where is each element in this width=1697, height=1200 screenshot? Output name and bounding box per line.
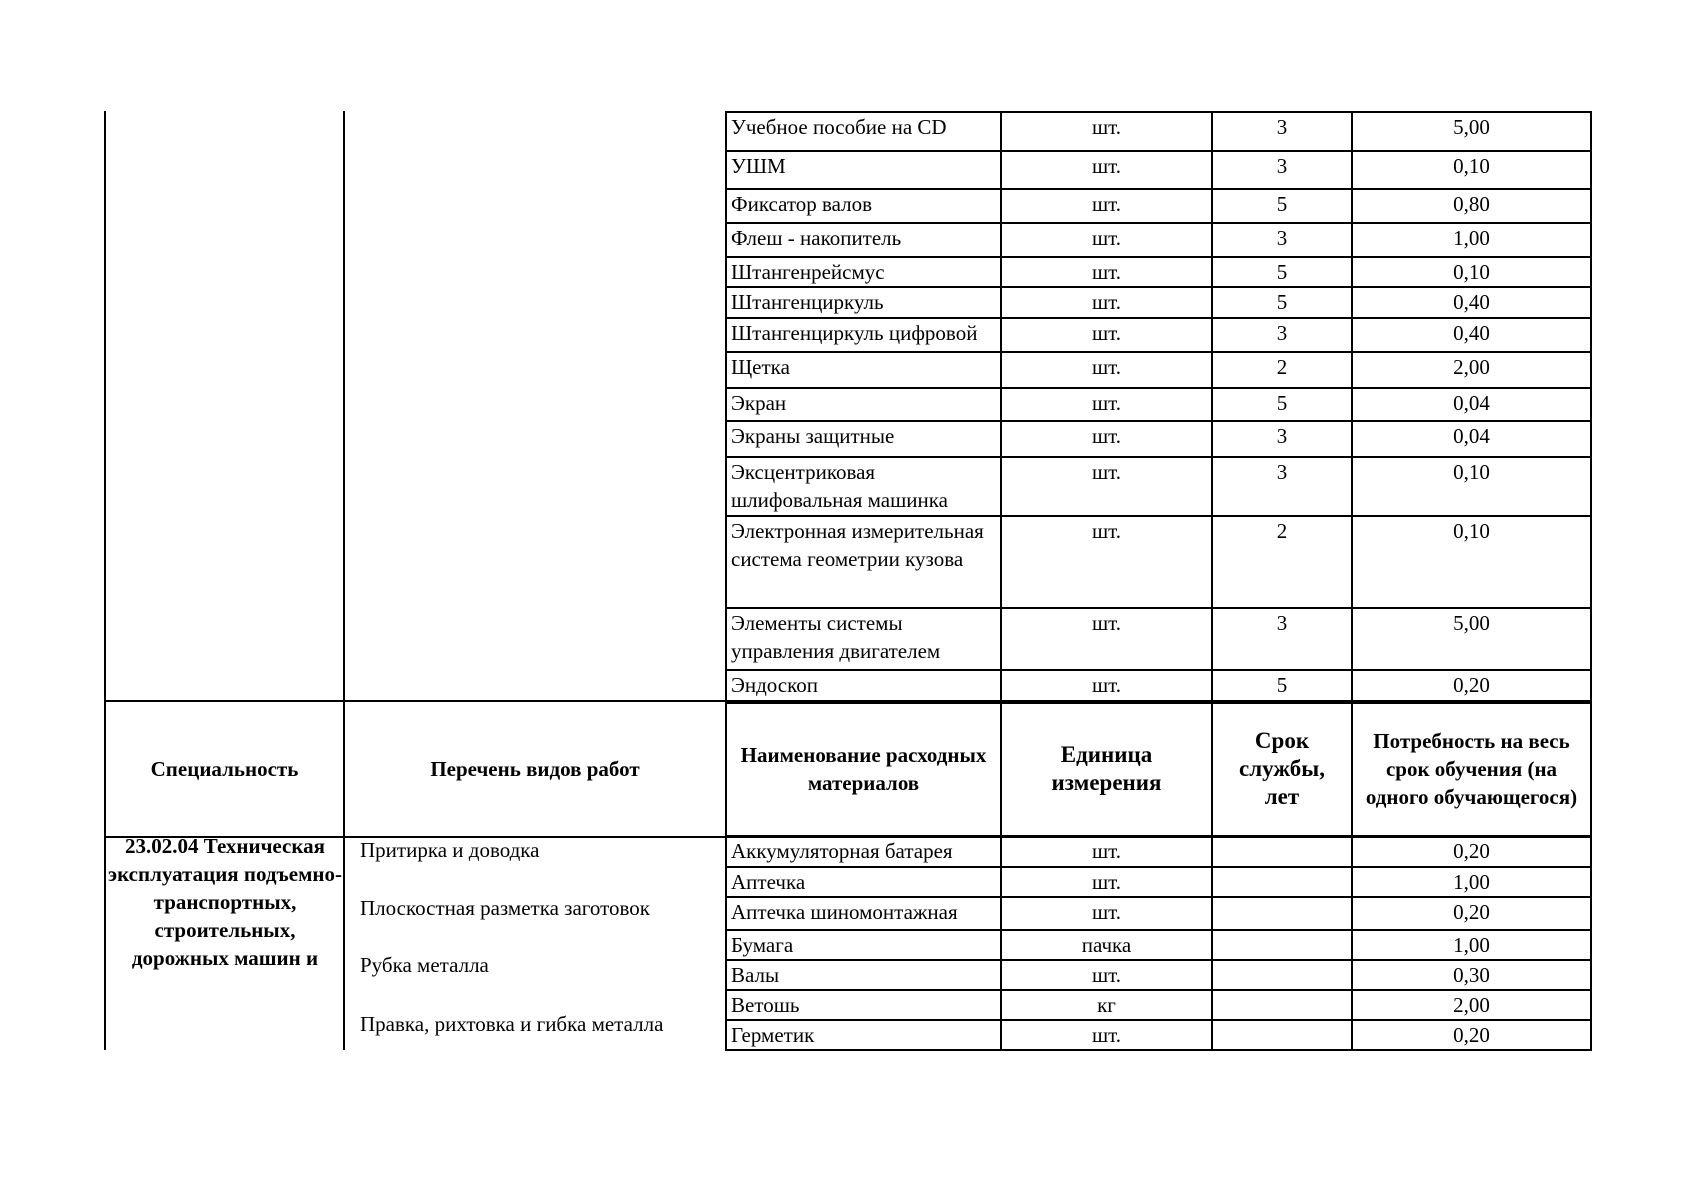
- material-service-life: [1212, 867, 1352, 897]
- material-name: Экран: [726, 388, 1001, 421]
- material-need: 0,40: [1352, 287, 1591, 318]
- material-service-life: [1212, 990, 1352, 1020]
- table-row: [726, 189, 1591, 223]
- material-service-life: 3: [1212, 151, 1352, 189]
- material-need: 0,30: [1352, 960, 1591, 990]
- material-service-life: 3: [1212, 608, 1352, 670]
- material-need: 0,40: [1352, 318, 1591, 352]
- material-unit: кг: [1001, 990, 1212, 1020]
- top-materials-table: [725, 111, 1592, 704]
- table-row: [726, 930, 1591, 960]
- table-row: [726, 608, 1591, 670]
- material-unit: шт.: [1001, 1020, 1212, 1050]
- material-service-life: [1212, 930, 1352, 960]
- table-row: [726, 257, 1591, 287]
- material-service-life: 3: [1212, 223, 1352, 257]
- header-specialty: Специальность: [105, 701, 344, 837]
- material-need: 0,20: [1352, 836, 1591, 867]
- material-need: 0,10: [1352, 457, 1591, 516]
- material-need: 1,00: [1352, 867, 1591, 897]
- work-item: Притирка и доводка: [360, 838, 540, 862]
- material-unit: шт.: [1001, 112, 1212, 151]
- table-row: [726, 388, 1591, 421]
- material-name: Штангенрейсмус: [726, 257, 1001, 287]
- bottom-materials-table: [725, 835, 1592, 1051]
- material-service-life: 3: [1212, 421, 1352, 457]
- material-unit: шт.: [1001, 867, 1212, 897]
- work-item: Плоскостная разметка заготовок: [360, 896, 650, 920]
- material-need: 0,04: [1352, 421, 1591, 457]
- material-unit: шт.: [1001, 670, 1212, 703]
- table-header: [104, 700, 1592, 838]
- table-row: [726, 1020, 1591, 1050]
- work-item: Рубка металла: [360, 953, 489, 977]
- material-unit: шт.: [1001, 257, 1212, 287]
- material-need: 1,00: [1352, 930, 1591, 960]
- specialty-text: 23.02.04 Техническая эксплуатация подъемно-транспортных, строительных, дорожных машин и: [108, 834, 342, 970]
- material-unit: шт.: [1001, 836, 1212, 867]
- material-need: 0,20: [1352, 897, 1591, 930]
- material-name: Валы: [726, 960, 1001, 990]
- table-row: [726, 516, 1591, 608]
- material-service-life: [1212, 836, 1352, 867]
- material-name: Аптечка: [726, 867, 1001, 897]
- header-material-name: Наименование расходных материалов: [726, 701, 1001, 837]
- material-unit: шт.: [1001, 608, 1212, 670]
- material-service-life: 3: [1212, 112, 1352, 151]
- material-need: 0,10: [1352, 516, 1591, 608]
- material-unit: пачка: [1001, 930, 1212, 960]
- material-need: 0,20: [1352, 1020, 1591, 1050]
- material-name: Штангенциркуль цифровой: [726, 318, 1001, 352]
- material-unit: шт.: [1001, 223, 1212, 257]
- table-row: [726, 960, 1591, 990]
- material-service-life: 5: [1212, 388, 1352, 421]
- material-unit: шт.: [1001, 960, 1212, 990]
- material-service-life: 5: [1212, 189, 1352, 223]
- header-unit: Единица измерения: [1001, 701, 1212, 837]
- table-row: [726, 151, 1591, 189]
- material-unit: шт.: [1001, 318, 1212, 352]
- column-divider-line: [343, 111, 345, 701]
- table-row: [726, 287, 1591, 318]
- material-service-life: 2: [1212, 516, 1352, 608]
- material-name: Экраны защитные: [726, 421, 1001, 457]
- material-unit: шт.: [1001, 151, 1212, 189]
- table-row: [726, 318, 1591, 352]
- material-service-life: 5: [1212, 287, 1352, 318]
- material-name: Щетка: [726, 352, 1001, 388]
- material-need: 5,00: [1352, 608, 1591, 670]
- header-service-life: Срок службы, лет: [1212, 701, 1352, 837]
- header-need: Потребность на весь срок обучения (на одного обучающегося): [1352, 701, 1591, 837]
- material-name: Аптечка шиномонтажная: [726, 897, 1001, 930]
- table-row: [726, 457, 1591, 516]
- material-service-life: 2: [1212, 352, 1352, 388]
- material-name: Фиксатор валов: [726, 189, 1001, 223]
- material-unit: шт.: [1001, 189, 1212, 223]
- material-name: УШМ: [726, 151, 1001, 189]
- work-item: Правка, рихтовка и гибка металла: [360, 1012, 664, 1036]
- material-unit: шт.: [1001, 287, 1212, 318]
- material-service-life: [1212, 960, 1352, 990]
- material-need: 2,00: [1352, 990, 1591, 1020]
- material-need: 0,04: [1352, 388, 1591, 421]
- table-row: [726, 421, 1591, 457]
- table-row: [726, 990, 1591, 1020]
- table-row: [726, 836, 1591, 867]
- material-name: Штангенциркуль: [726, 287, 1001, 318]
- material-name: Аккумуляторная батарея: [726, 836, 1001, 867]
- table-row: [726, 867, 1591, 897]
- material-service-life: 3: [1212, 457, 1352, 516]
- material-name: Ветошь: [726, 990, 1001, 1020]
- left-border-line: [104, 836, 106, 1050]
- table-row: [726, 223, 1591, 257]
- material-service-life: [1212, 1020, 1352, 1050]
- material-need: 0,80: [1352, 189, 1591, 223]
- material-name: Учебное пособие на CD: [726, 112, 1001, 151]
- table-row: [726, 897, 1591, 930]
- material-service-life: 3: [1212, 318, 1352, 352]
- material-name: Электронная измерительная система геометрии кузова: [726, 516, 1001, 608]
- material-need: 1,00: [1352, 223, 1591, 257]
- material-need: 0,20: [1352, 670, 1591, 703]
- table-row: [726, 112, 1591, 151]
- material-service-life: 5: [1212, 670, 1352, 703]
- header-works: Перечень видов работ: [344, 701, 726, 837]
- material-service-life: [1212, 897, 1352, 930]
- material-name: Эксцентриковая шлифовальная машинка: [726, 457, 1001, 516]
- material-name: Элементы системы управления двигателем: [726, 608, 1001, 670]
- material-unit: шт.: [1001, 352, 1212, 388]
- left-border-line: [104, 111, 106, 701]
- material-unit: шт.: [1001, 516, 1212, 608]
- table-row: [726, 670, 1591, 703]
- material-service-life: 5: [1212, 257, 1352, 287]
- table-row: [726, 352, 1591, 388]
- material-need: 0,10: [1352, 257, 1591, 287]
- material-need: 2,00: [1352, 352, 1591, 388]
- material-need: 0,10: [1352, 151, 1591, 189]
- material-name: Эндоскоп: [726, 670, 1001, 703]
- material-need: 5,00: [1352, 112, 1591, 151]
- material-unit: шт.: [1001, 388, 1212, 421]
- material-name: Бумага: [726, 930, 1001, 960]
- material-name: Флеш - накопитель: [726, 223, 1001, 257]
- material-unit: шт.: [1001, 897, 1212, 930]
- material-unit: шт.: [1001, 421, 1212, 457]
- material-unit: шт.: [1001, 457, 1212, 516]
- column-divider-line: [343, 836, 345, 1050]
- material-name: Герметик: [726, 1020, 1001, 1050]
